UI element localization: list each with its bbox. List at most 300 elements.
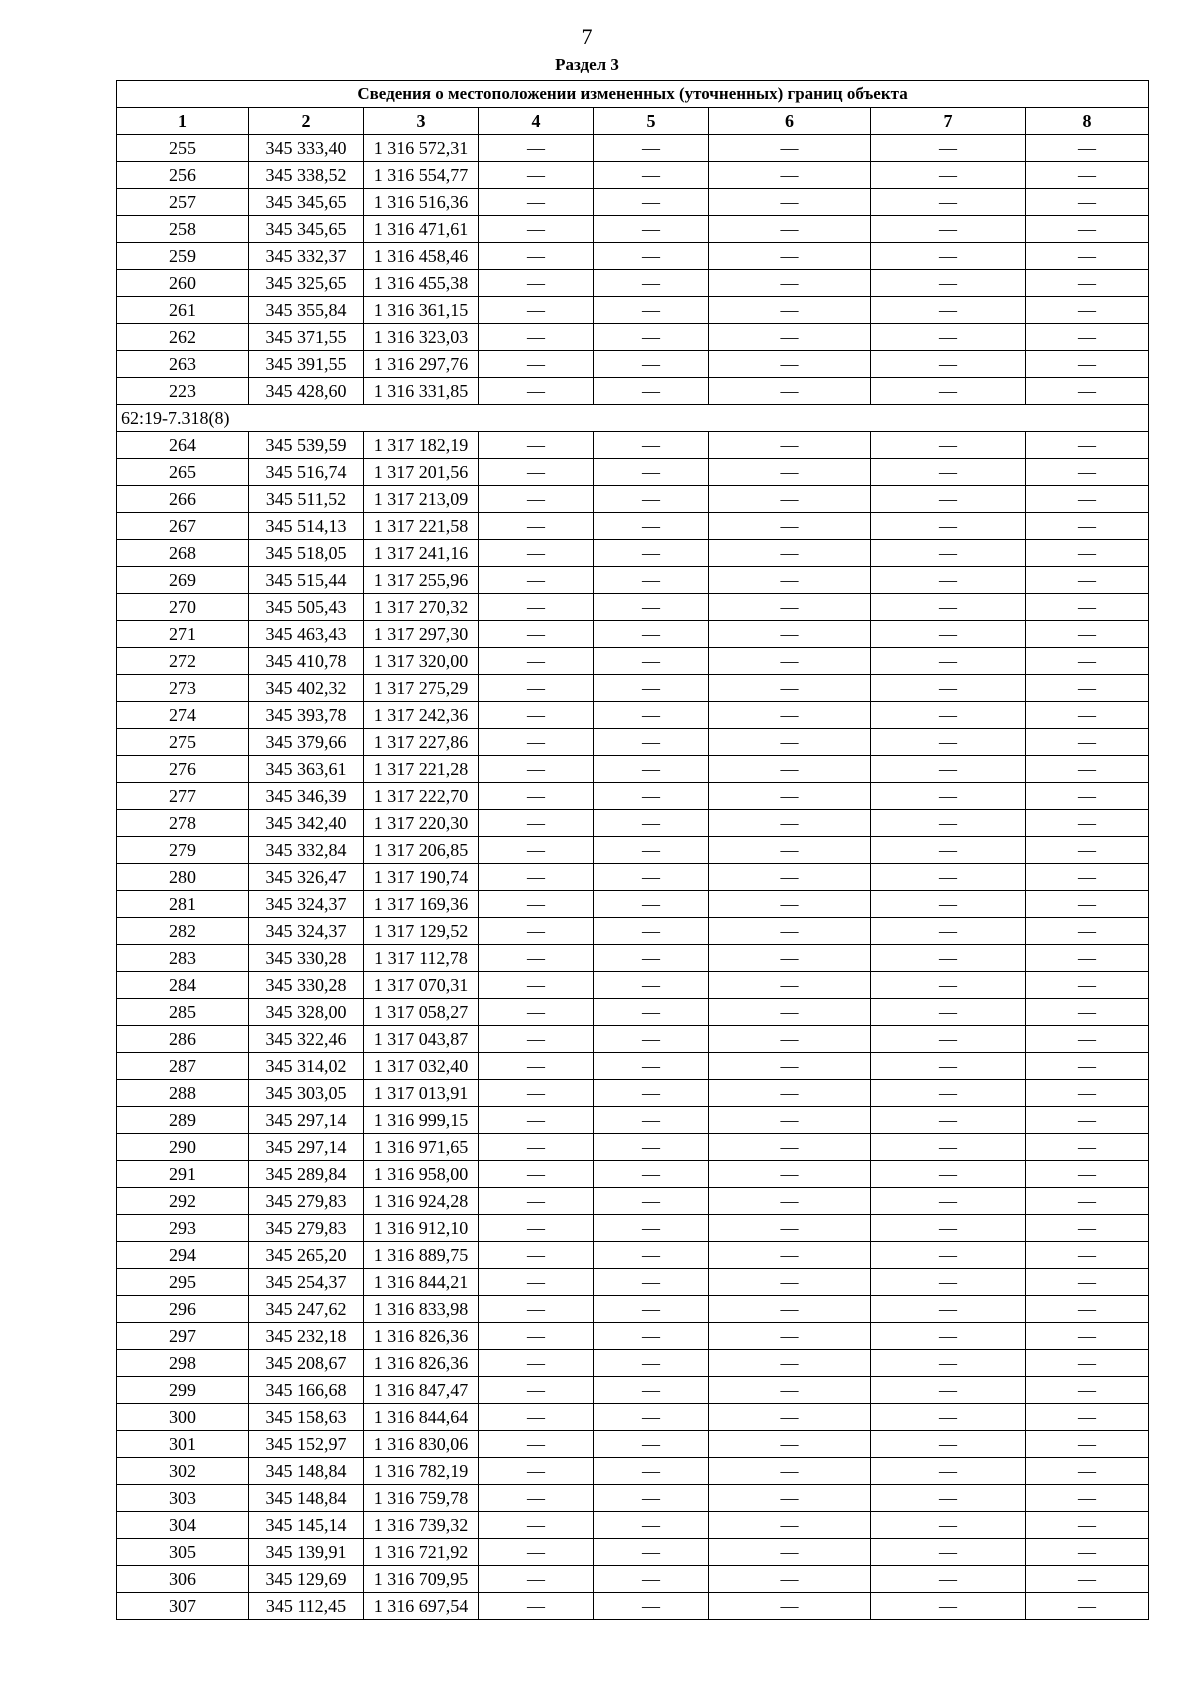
point-number-cell: 298: [117, 1350, 249, 1377]
dash-cell: —: [479, 1053, 594, 1080]
dash-cell: —: [871, 810, 1026, 837]
point-number-cell: 279: [117, 837, 249, 864]
dash-cell: —: [594, 1134, 709, 1161]
dash-cell: —: [479, 1161, 594, 1188]
dash-cell: —: [594, 891, 709, 918]
dash-cell: —: [594, 918, 709, 945]
y-coordinate-cell: 1 316 361,15: [364, 297, 479, 324]
table-row: [117, 1188, 1149, 1215]
dash-cell: —: [709, 1404, 871, 1431]
point-number-cell: 275: [117, 729, 249, 756]
dash-cell: —: [479, 513, 594, 540]
table-row: [117, 1431, 1149, 1458]
dash-cell: —: [871, 1134, 1026, 1161]
x-coordinate-cell: 345 346,39: [249, 783, 364, 810]
x-coordinate-cell: 345 297,14: [249, 1134, 364, 1161]
dash-cell: —: [1026, 1377, 1149, 1404]
dash-cell: —: [1026, 621, 1149, 648]
table-row: [117, 1053, 1149, 1080]
dash-cell: —: [871, 378, 1026, 405]
point-number-cell: 290: [117, 1134, 249, 1161]
table-row: [117, 1512, 1149, 1539]
point-number-cell: 268: [117, 540, 249, 567]
point-number-cell: 285: [117, 999, 249, 1026]
dash-cell: —: [871, 243, 1026, 270]
dash-cell: —: [594, 1188, 709, 1215]
dash-cell: —: [871, 1026, 1026, 1053]
dash-cell: —: [871, 1242, 1026, 1269]
dash-cell: —: [479, 189, 594, 216]
dash-cell: —: [709, 540, 871, 567]
dash-cell: —: [479, 162, 594, 189]
dash-cell: —: [594, 837, 709, 864]
dash-cell: —: [479, 378, 594, 405]
dash-cell: —: [871, 1161, 1026, 1188]
x-coordinate-cell: 345 514,13: [249, 513, 364, 540]
x-coordinate-cell: 345 330,28: [249, 972, 364, 999]
dash-cell: —: [709, 270, 871, 297]
dash-cell: —: [594, 297, 709, 324]
point-number-cell: 276: [117, 756, 249, 783]
y-coordinate-cell: 1 317 241,16: [364, 540, 479, 567]
point-number-cell: 306: [117, 1566, 249, 1593]
point-number-cell: 256: [117, 162, 249, 189]
y-coordinate-cell: 1 317 213,09: [364, 486, 479, 513]
dash-cell: —: [871, 162, 1026, 189]
y-coordinate-cell: 1 317 190,74: [364, 864, 479, 891]
point-number-cell: 296: [117, 1296, 249, 1323]
dash-cell: —: [1026, 1188, 1149, 1215]
dash-cell: —: [479, 1323, 594, 1350]
point-number-cell: 269: [117, 567, 249, 594]
dash-cell: —: [479, 945, 594, 972]
dash-cell: —: [871, 216, 1026, 243]
y-coordinate-cell: 1 317 206,85: [364, 837, 479, 864]
dash-cell: —: [871, 1458, 1026, 1485]
y-coordinate-cell: 1 317 182,19: [364, 432, 479, 459]
dash-cell: —: [594, 270, 709, 297]
dash-cell: —: [479, 1539, 594, 1566]
dash-cell: —: [479, 1593, 594, 1620]
x-coordinate-cell: 345 330,28: [249, 945, 364, 972]
point-number-cell: 293: [117, 1215, 249, 1242]
dash-cell: —: [1026, 783, 1149, 810]
point-number-cell: 263: [117, 351, 249, 378]
dash-cell: —: [871, 1080, 1026, 1107]
y-coordinate-cell: 1 317 058,27: [364, 999, 479, 1026]
x-coordinate-cell: 345 342,40: [249, 810, 364, 837]
dash-cell: —: [709, 621, 871, 648]
x-coordinate-cell: 345 379,66: [249, 729, 364, 756]
dash-cell: —: [1026, 1269, 1149, 1296]
dash-cell: —: [871, 1269, 1026, 1296]
dash-cell: —: [1026, 1026, 1149, 1053]
point-number-cell: 291: [117, 1161, 249, 1188]
dash-cell: —: [871, 1512, 1026, 1539]
y-coordinate-cell: 1 316 912,10: [364, 1215, 479, 1242]
dash-cell: —: [871, 972, 1026, 999]
y-coordinate-cell: 1 316 826,36: [364, 1350, 479, 1377]
point-number-cell: 261: [117, 297, 249, 324]
dash-cell: —: [479, 1566, 594, 1593]
dash-cell: —: [1026, 1431, 1149, 1458]
y-coordinate-cell: 1 316 697,54: [364, 1593, 479, 1620]
table-row: [117, 189, 1149, 216]
x-coordinate-cell: 345 139,91: [249, 1539, 364, 1566]
dash-cell: —: [709, 1485, 871, 1512]
dash-cell: —: [709, 1377, 871, 1404]
x-coordinate-cell: 345 402,32: [249, 675, 364, 702]
x-coordinate-cell: 345 345,65: [249, 216, 364, 243]
dash-cell: —: [1026, 297, 1149, 324]
dash-cell: —: [1026, 1107, 1149, 1134]
table-row: [117, 999, 1149, 1026]
dash-cell: —: [709, 216, 871, 243]
y-coordinate-cell: 1 316 844,64: [364, 1404, 479, 1431]
column-number-row: [117, 108, 1149, 135]
dash-cell: —: [709, 1161, 871, 1188]
table-row: [117, 324, 1149, 351]
table-row: [117, 486, 1149, 513]
dash-cell: —: [1026, 702, 1149, 729]
point-number-cell: 295: [117, 1269, 249, 1296]
dash-cell: —: [594, 486, 709, 513]
x-coordinate-cell: 345 152,97: [249, 1431, 364, 1458]
column-number-8: 8: [1026, 108, 1149, 135]
rows-before-group: [117, 135, 1149, 405]
point-number-cell: 302: [117, 1458, 249, 1485]
table-row: [117, 1539, 1149, 1566]
point-number-cell: 301: [117, 1431, 249, 1458]
table-row: [117, 162, 1149, 189]
dash-cell: —: [871, 1539, 1026, 1566]
dash-cell: —: [594, 1323, 709, 1350]
dash-cell: —: [594, 1458, 709, 1485]
group-row: [117, 405, 1149, 432]
y-coordinate-cell: 1 317 013,91: [364, 1080, 479, 1107]
dash-cell: —: [594, 459, 709, 486]
dash-cell: —: [479, 270, 594, 297]
table-row: [117, 378, 1149, 405]
dash-cell: —: [709, 135, 871, 162]
dash-cell: —: [594, 351, 709, 378]
table-row: [117, 918, 1149, 945]
x-coordinate-cell: 345 338,52: [249, 162, 364, 189]
dash-cell: —: [709, 1134, 871, 1161]
dash-cell: —: [1026, 1323, 1149, 1350]
x-coordinate-cell: 345 289,84: [249, 1161, 364, 1188]
table-row: [117, 729, 1149, 756]
dash-cell: —: [479, 243, 594, 270]
point-number-cell: 270: [117, 594, 249, 621]
dash-cell: —: [479, 891, 594, 918]
dash-cell: —: [709, 513, 871, 540]
dash-cell: —: [871, 621, 1026, 648]
y-coordinate-cell: 1 317 129,52: [364, 918, 479, 945]
dash-cell: —: [871, 594, 1026, 621]
table-row: [117, 702, 1149, 729]
dash-cell: —: [1026, 324, 1149, 351]
dash-cell: —: [479, 1431, 594, 1458]
dash-cell: —: [709, 189, 871, 216]
dash-cell: —: [1026, 891, 1149, 918]
dash-cell: —: [709, 351, 871, 378]
dash-cell: —: [871, 1215, 1026, 1242]
dash-cell: —: [594, 1161, 709, 1188]
dash-cell: —: [1026, 648, 1149, 675]
x-coordinate-cell: 345 145,14: [249, 1512, 364, 1539]
dash-cell: —: [479, 999, 594, 1026]
table-row: [117, 1350, 1149, 1377]
dash-cell: —: [871, 783, 1026, 810]
x-coordinate-cell: 345 279,83: [249, 1188, 364, 1215]
y-coordinate-cell: 1 316 331,85: [364, 378, 479, 405]
point-number-cell: 271: [117, 621, 249, 648]
dash-cell: —: [594, 513, 709, 540]
dash-cell: —: [479, 594, 594, 621]
point-number-cell: 265: [117, 459, 249, 486]
dash-cell: —: [479, 459, 594, 486]
dash-cell: —: [709, 999, 871, 1026]
dash-cell: —: [594, 162, 709, 189]
dash-cell: —: [871, 945, 1026, 972]
y-coordinate-cell: 1 316 999,15: [364, 1107, 479, 1134]
dash-cell: —: [479, 432, 594, 459]
table-row: [117, 972, 1149, 999]
x-coordinate-cell: 345 393,78: [249, 702, 364, 729]
table-row: [117, 1593, 1149, 1620]
y-coordinate-cell: 1 316 721,92: [364, 1539, 479, 1566]
dash-cell: —: [594, 810, 709, 837]
table-row: [117, 621, 1149, 648]
dash-cell: —: [871, 567, 1026, 594]
dash-cell: —: [871, 1377, 1026, 1404]
table-row: [117, 351, 1149, 378]
dash-cell: —: [1026, 1458, 1149, 1485]
dash-cell: —: [709, 1593, 871, 1620]
dash-cell: —: [594, 756, 709, 783]
x-coordinate-cell: 345 363,61: [249, 756, 364, 783]
dash-cell: —: [479, 648, 594, 675]
dash-cell: —: [594, 999, 709, 1026]
dash-cell: —: [1026, 135, 1149, 162]
y-coordinate-cell: 1 316 971,65: [364, 1134, 479, 1161]
y-coordinate-cell: 1 317 227,86: [364, 729, 479, 756]
dash-cell: —: [1026, 1512, 1149, 1539]
x-coordinate-cell: 345 297,14: [249, 1107, 364, 1134]
dash-cell: —: [871, 729, 1026, 756]
dash-cell: —: [479, 1377, 594, 1404]
table-row: [117, 1296, 1149, 1323]
dash-cell: —: [1026, 1296, 1149, 1323]
point-number-cell: 299: [117, 1377, 249, 1404]
dash-cell: —: [594, 972, 709, 999]
x-coordinate-cell: 345 279,83: [249, 1215, 364, 1242]
dash-cell: —: [871, 918, 1026, 945]
dash-cell: —: [594, 567, 709, 594]
dash-cell: —: [1026, 432, 1149, 459]
point-number-cell: 286: [117, 1026, 249, 1053]
y-coordinate-cell: 1 316 516,36: [364, 189, 479, 216]
y-coordinate-cell: 1 317 222,70: [364, 783, 479, 810]
dash-cell: —: [871, 513, 1026, 540]
table-row: [117, 837, 1149, 864]
dash-cell: —: [479, 1080, 594, 1107]
x-coordinate-cell: 345 254,37: [249, 1269, 364, 1296]
x-coordinate-cell: 345 166,68: [249, 1377, 364, 1404]
table-row: [117, 1404, 1149, 1431]
x-coordinate-cell: 345 332,84: [249, 837, 364, 864]
table-row: [117, 756, 1149, 783]
point-number-cell: 267: [117, 513, 249, 540]
dash-cell: —: [871, 189, 1026, 216]
dash-cell: —: [871, 297, 1026, 324]
dash-cell: —: [871, 999, 1026, 1026]
y-coordinate-cell: 1 316 471,61: [364, 216, 479, 243]
dash-cell: —: [479, 1512, 594, 1539]
table-row: [117, 243, 1149, 270]
y-coordinate-cell: 1 316 458,46: [364, 243, 479, 270]
dash-cell: —: [479, 918, 594, 945]
table-row: [117, 1566, 1149, 1593]
dash-cell: —: [1026, 567, 1149, 594]
dash-cell: —: [709, 1296, 871, 1323]
table-row: [117, 891, 1149, 918]
x-coordinate-cell: 345 303,05: [249, 1080, 364, 1107]
x-coordinate-cell: 345 322,46: [249, 1026, 364, 1053]
y-coordinate-cell: 1 317 112,78: [364, 945, 479, 972]
dash-cell: —: [871, 324, 1026, 351]
dash-cell: —: [1026, 189, 1149, 216]
y-coordinate-cell: 1 316 572,31: [364, 135, 479, 162]
dash-cell: —: [479, 1134, 594, 1161]
y-coordinate-cell: 1 317 220,30: [364, 810, 479, 837]
table-row: [117, 432, 1149, 459]
dash-cell: —: [871, 756, 1026, 783]
dash-cell: —: [594, 621, 709, 648]
point-number-cell: 292: [117, 1188, 249, 1215]
dash-cell: —: [1026, 243, 1149, 270]
dash-cell: —: [1026, 810, 1149, 837]
dash-cell: —: [1026, 1539, 1149, 1566]
y-coordinate-cell: 1 316 782,19: [364, 1458, 479, 1485]
dash-cell: —: [871, 135, 1026, 162]
dash-cell: —: [594, 945, 709, 972]
point-number-cell: 274: [117, 702, 249, 729]
dash-cell: —: [479, 1242, 594, 1269]
dash-cell: —: [709, 972, 871, 999]
point-number-cell: 223: [117, 378, 249, 405]
x-coordinate-cell: 345 324,37: [249, 918, 364, 945]
group-heading: [117, 405, 1149, 432]
y-coordinate-cell: 1 317 043,87: [364, 1026, 479, 1053]
dash-cell: —: [479, 810, 594, 837]
x-coordinate-cell: 345 333,40: [249, 135, 364, 162]
dash-cell: —: [594, 1593, 709, 1620]
dash-cell: —: [709, 783, 871, 810]
dash-cell: —: [594, 1539, 709, 1566]
dash-cell: —: [1026, 1215, 1149, 1242]
dash-cell: —: [871, 891, 1026, 918]
point-number-cell: 287: [117, 1053, 249, 1080]
table-row: [117, 594, 1149, 621]
x-coordinate-cell: 345 326,47: [249, 864, 364, 891]
dash-cell: —: [479, 486, 594, 513]
x-coordinate-cell: 345 265,20: [249, 1242, 364, 1269]
x-coordinate-cell: 345 511,52: [249, 486, 364, 513]
point-number-cell: 303: [117, 1485, 249, 1512]
dash-cell: —: [709, 918, 871, 945]
dash-cell: —: [1026, 1080, 1149, 1107]
dash-cell: —: [871, 1296, 1026, 1323]
y-coordinate-cell: 1 317 270,32: [364, 594, 479, 621]
dash-cell: —: [709, 1107, 871, 1134]
dash-cell: —: [594, 783, 709, 810]
dash-cell: —: [479, 540, 594, 567]
dash-cell: —: [479, 756, 594, 783]
dash-cell: —: [709, 1215, 871, 1242]
dash-cell: —: [871, 1188, 1026, 1215]
dash-cell: —: [479, 567, 594, 594]
table-row: [117, 1242, 1149, 1269]
dash-cell: —: [709, 756, 871, 783]
dash-cell: —: [1026, 756, 1149, 783]
dash-cell: —: [871, 1485, 1026, 1512]
dash-cell: —: [709, 378, 871, 405]
column-number-1: 1: [117, 108, 249, 135]
table-caption: Сведения о местоположении измененных (уточненных) границ объекта: [117, 81, 1149, 108]
dash-cell: —: [871, 1053, 1026, 1080]
dash-cell: —: [479, 1269, 594, 1296]
dash-cell: —: [709, 702, 871, 729]
dash-cell: —: [871, 1566, 1026, 1593]
dash-cell: —: [871, 675, 1026, 702]
dash-cell: —: [871, 486, 1026, 513]
dash-cell: —: [594, 1566, 709, 1593]
dash-cell: —: [1026, 459, 1149, 486]
y-coordinate-cell: 1 316 455,38: [364, 270, 479, 297]
y-coordinate-cell: 1 317 201,56: [364, 459, 479, 486]
table-row: [117, 459, 1149, 486]
dash-cell: —: [709, 1053, 871, 1080]
x-coordinate-cell: 345 158,63: [249, 1404, 364, 1431]
dash-cell: —: [1026, 729, 1149, 756]
x-coordinate-cell: 345 232,18: [249, 1323, 364, 1350]
dash-cell: —: [709, 486, 871, 513]
column-number-3: 3: [364, 108, 479, 135]
dash-cell: —: [594, 1377, 709, 1404]
y-coordinate-cell: 1 317 320,00: [364, 648, 479, 675]
dash-cell: —: [1026, 999, 1149, 1026]
table-row: [117, 1215, 1149, 1242]
dash-cell: —: [479, 837, 594, 864]
dash-cell: —: [594, 1296, 709, 1323]
x-coordinate-cell: 345 371,55: [249, 324, 364, 351]
x-coordinate-cell: 345 314,02: [249, 1053, 364, 1080]
y-coordinate-cell: 1 317 297,30: [364, 621, 479, 648]
dash-cell: —: [1026, 1161, 1149, 1188]
y-coordinate-cell: 1 316 739,32: [364, 1512, 479, 1539]
table-row: [117, 270, 1149, 297]
y-coordinate-cell: 1 316 554,77: [364, 162, 479, 189]
table-row: [117, 1377, 1149, 1404]
dash-cell: —: [594, 216, 709, 243]
dash-cell: —: [1026, 1404, 1149, 1431]
dash-cell: —: [479, 1188, 594, 1215]
dash-cell: —: [594, 1404, 709, 1431]
y-coordinate-cell: 1 316 759,78: [364, 1485, 479, 1512]
dash-cell: —: [594, 378, 709, 405]
